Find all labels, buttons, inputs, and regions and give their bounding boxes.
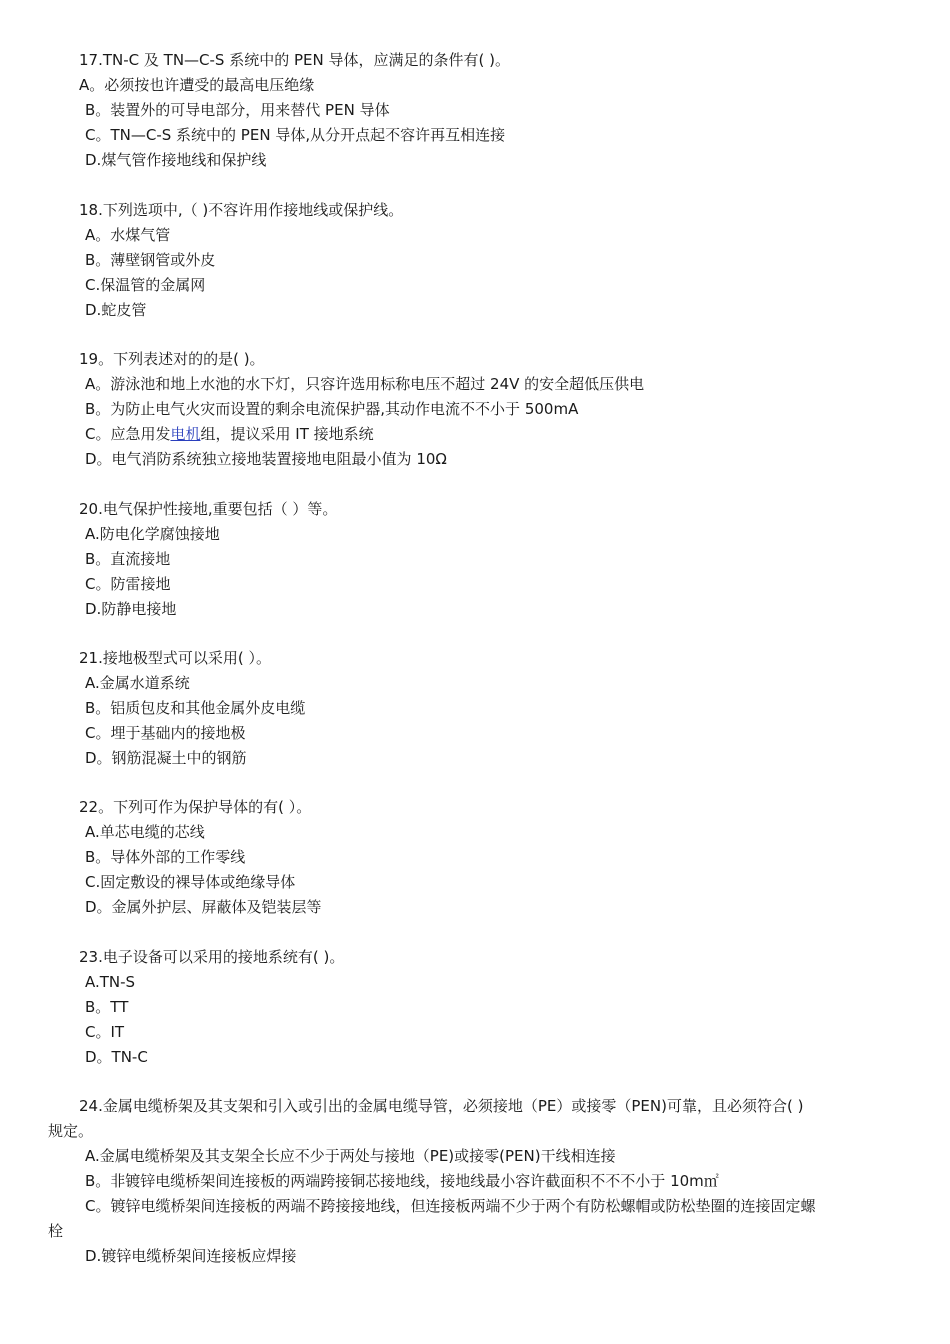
question-19-option-c-suffix: 组，提议采用 IT 接地系统 — [200, 425, 374, 443]
question-17-option-c: C。TN—C-S 系统中的 PEN 导体,从分开点起不容许再互相连接 — [85, 126, 506, 144]
question-19-option-d: D。电气消防系统独立接地装置接地电阻最小值为 10Ω — [85, 450, 447, 468]
question-17-option-a: A。必须按也许遭受的最高电压绝缘 — [79, 76, 315, 94]
question-19-option-c-prefix: C。应急用发 — [85, 425, 171, 443]
question-21-option-c: C。埋于基础内的接地极 — [85, 724, 246, 742]
question-18-stem: 18.下列选项中,（ )不容许用作接地线或保护线。 — [79, 201, 404, 219]
question-22-stem: 22。下列可作为保护导体的有( ）。 — [79, 798, 312, 816]
question-23-option-c: C。IT — [85, 1023, 125, 1041]
question-19-stem: 19。下列表述对的的是( )。 — [79, 350, 265, 368]
question-20-option-c: C。防雷接地 — [85, 575, 171, 593]
question-20-stem: 20.电气保护性接地,重要包括（ ）等。 — [79, 500, 338, 518]
question-23-stem: 23.电子设备可以采用的接地系统有( )。 — [79, 948, 345, 966]
question-24-option-d: D.镀锌电缆桥架间连接板应焊接 — [85, 1247, 297, 1265]
question-21-option-b: B。铝质包皮和其他金属外皮电缆 — [85, 699, 306, 717]
question-24-option-c-line-1: C。镀锌电缆桥架间连接板的两端不跨接接地线，但连接板两端不少于两个有防松螺帽或防松垫圈的连接固定螺 — [85, 1197, 816, 1215]
question-21-option-d: D。钢筋混凝土中的钢筋 — [85, 749, 247, 767]
question-18-option-a: A。水煤气管 — [85, 226, 171, 244]
question-19-option-a: A。游泳池和地上水池的水下灯，只容许选用标称电压不超过 24V 的安全超低压供电 — [85, 375, 645, 393]
motor-link[interactable]: 电机 — [170, 425, 201, 443]
question-21-option-a: A.金属水道系统 — [85, 674, 190, 692]
question-24-stem-line-2: 规定。 — [48, 1122, 94, 1140]
question-24-stem-line-1: 24.金属电缆桥架及其支架和引入或引出的金属电缆导管，必须接地（PE）或接零（PEN)可靠，且必须符合( ) — [79, 1097, 804, 1115]
question-17-stem: 17.TN-C 及 TN—C-S 系统中的 PEN 导体，应满足的条件有( )。 — [79, 51, 510, 69]
question-24-option-a: A.金属电缆桥架及其支架全长应不少于两处与接地（PE)或接零(PEN)干线相连接 — [85, 1147, 616, 1165]
question-19-option-c — [85, 422, 374, 447]
question-20-option-b: B。直流接地 — [85, 550, 171, 568]
question-22-option-b: B。导体外部的工作零线 — [85, 848, 246, 866]
question-17-option-d: D.煤气管作接地线和保护线 — [85, 151, 267, 169]
question-20-option-a: A.防电化学腐蚀接地 — [85, 525, 220, 543]
question-22-option-d: D。金属外护层、屏蔽体及铠装层等 — [85, 898, 322, 916]
question-24-option-c-line-2: 栓 — [48, 1222, 64, 1240]
question-22-option-a: A.单芯电缆的芯线 — [85, 823, 205, 841]
question-19-option-b: B。为防止电气火灾而设置的剩余电流保护器,其动作电流不不小于 500mA — [85, 400, 579, 418]
question-18-option-d: D.蛇皮管 — [85, 301, 147, 319]
question-18-option-c: C.保温管的金属网 — [85, 276, 206, 294]
question-23-option-d: D。TN-C — [85, 1048, 148, 1066]
question-21-stem: 21.接地极型式可以采用( ）。 — [79, 649, 271, 667]
question-23-option-b: B。TT — [85, 998, 129, 1016]
question-24-option-b: B。非镀锌电缆桥架间连接板的两端跨接铜芯接地线，接地线最小容许截面积不不不小于 10m㎡ — [85, 1172, 719, 1190]
question-17-option-b: B。装置外的可导电部分，用来替代 PEN 导体 — [85, 101, 390, 119]
question-18-option-b: B。薄壁钢管或外皮 — [85, 251, 216, 269]
question-20-option-d: D.防静电接地 — [85, 600, 177, 618]
question-23-option-a: A.TN-S — [85, 973, 136, 991]
question-22-option-c: C.固定敷设的裸导体或绝缘导体 — [85, 873, 296, 891]
